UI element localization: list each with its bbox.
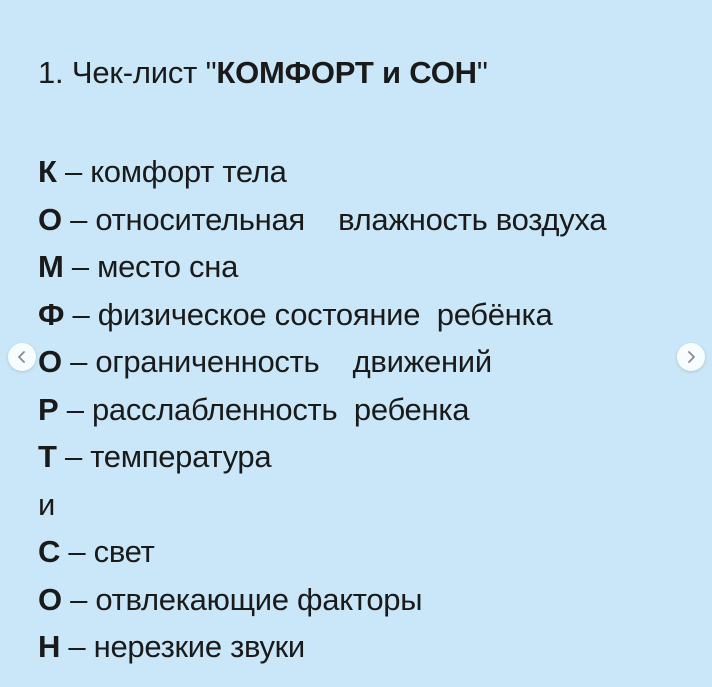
checklist-item: О – ограниченность движений bbox=[38, 344, 492, 379]
checklist-item: О – отвлекающие факторы bbox=[38, 581, 423, 617]
checklist bbox=[38, 148, 606, 671]
checklist-item: К – комфорт тела bbox=[38, 154, 287, 189]
checklist-item: Р – расслабленность ребенка bbox=[38, 391, 470, 427]
chevron-right-icon bbox=[685, 351, 697, 363]
title-bold: КОМФОРТ и СОН bbox=[216, 55, 477, 90]
checklist-item: Н – нерезкие звуки bbox=[38, 629, 305, 664]
checklist-item: О – относительная влажность воздуха bbox=[38, 201, 607, 237]
checklist-item: М – место сна bbox=[38, 249, 239, 284]
checklist-item: Ф – физическое состояние ребёнка bbox=[38, 296, 553, 332]
checklist-conjunction: и bbox=[38, 486, 56, 522]
slide-title bbox=[38, 55, 488, 91]
checklist-item: Т – температура bbox=[38, 439, 272, 474]
title-suffix: " bbox=[476, 55, 488, 90]
carousel-prev-button[interactable] bbox=[8, 343, 36, 371]
carousel-next-button[interactable] bbox=[677, 343, 705, 371]
chevron-left-icon bbox=[16, 351, 28, 363]
checklist-item: С – свет bbox=[38, 534, 155, 569]
title-prefix: 1. Чек-лист " bbox=[38, 55, 217, 90]
